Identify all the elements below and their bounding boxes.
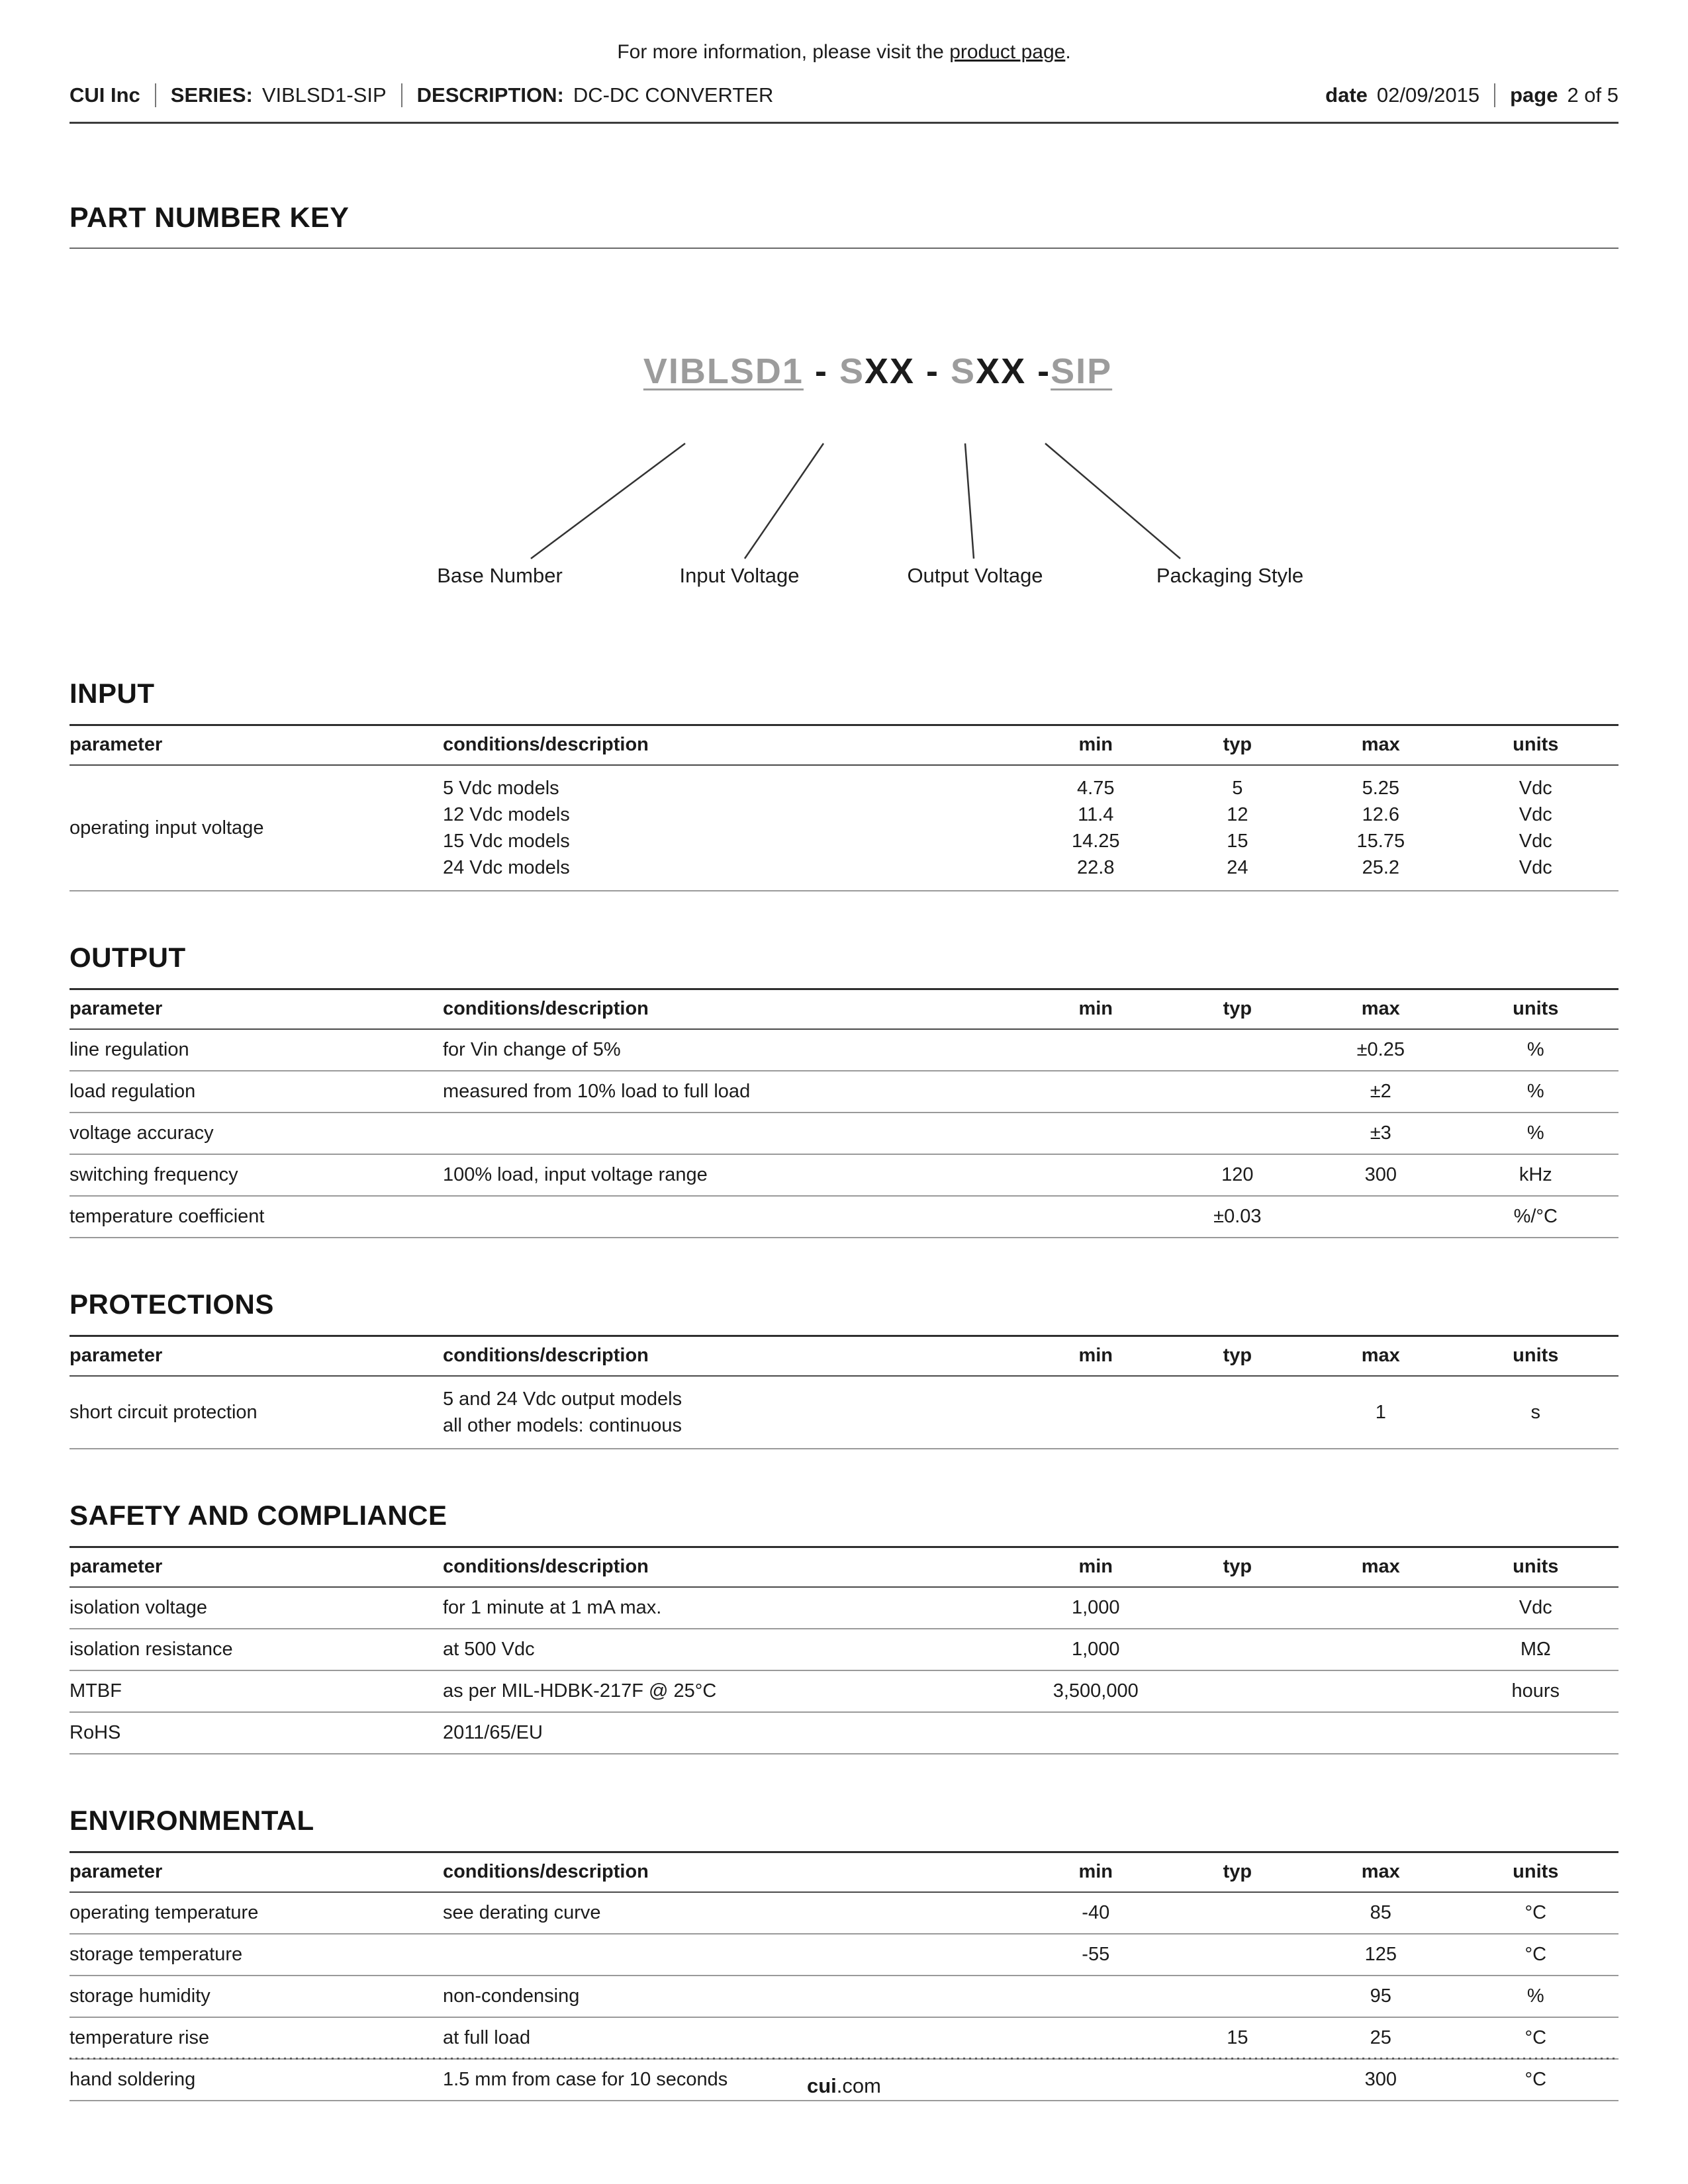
- part-number-code: [70, 310, 1618, 433]
- col-header-parameter: parameter: [70, 1547, 443, 1588]
- section-output: [70, 942, 1618, 1238]
- section-protections: [70, 1289, 1618, 1449]
- units-cell: °C: [1453, 2017, 1618, 2059]
- param-cell: hand soldering: [70, 2059, 443, 2101]
- min-cell: 1,000: [1025, 1587, 1166, 1629]
- units-cell: °C: [1453, 1892, 1618, 1934]
- top-note: [0, 0, 1688, 64]
- min-value: 22.8: [1077, 857, 1115, 878]
- table-row: [70, 1892, 1618, 1934]
- param-cell: temperature coefficient: [70, 1196, 443, 1238]
- part-code-segment: S: [839, 351, 865, 391]
- min-value: 11.4: [1078, 804, 1114, 825]
- section-safety: [70, 1500, 1618, 1754]
- cond-line: all other models: continuous: [442, 1415, 682, 1436]
- col-header-conditions: conditions/description: [443, 725, 1025, 766]
- max-cell: [1309, 1712, 1453, 1754]
- col-header-min: min: [1025, 1852, 1166, 1893]
- min-cell: [1025, 1376, 1166, 1449]
- top-note-suffix: .: [1065, 41, 1071, 63]
- table-row: [70, 1196, 1618, 1238]
- min-value: 4.75: [1077, 778, 1115, 799]
- col-header-max: max: [1309, 1336, 1453, 1377]
- param-cell: temperature rise: [70, 2017, 443, 2059]
- safety-table: [70, 1546, 1618, 1754]
- part-code-segment-packaging: SIP: [1051, 351, 1113, 391]
- max-cell: ±3: [1309, 1113, 1453, 1154]
- col-header-conditions: conditions/description: [443, 1336, 1025, 1377]
- col-header-units: units: [1453, 1336, 1618, 1377]
- max-cell: 85: [1309, 1892, 1453, 1934]
- cond-cell: 2011/65/EU: [443, 1712, 1025, 1754]
- table-row: [70, 1113, 1618, 1154]
- horizontal-rule: [70, 248, 1618, 249]
- typ-cell: [1166, 1071, 1309, 1113]
- part-number-key-title: PART NUMBER KEY: [70, 202, 350, 234]
- typ-value: 5: [1232, 778, 1243, 799]
- divider: [1494, 83, 1495, 107]
- table-row: [70, 765, 1618, 891]
- max-cell: ±0.25: [1309, 1029, 1453, 1071]
- min-cell: 3,500,000: [1025, 1670, 1166, 1712]
- part-code-segment: -: [1026, 351, 1051, 391]
- table-header-row: [70, 1547, 1618, 1588]
- cond-line: 15 Vdc models: [442, 831, 570, 852]
- param-cell: MTBF: [70, 1670, 443, 1712]
- col-header-typ: typ: [1166, 1852, 1309, 1893]
- typ-cell: [1166, 1934, 1309, 1976]
- protections-table: [70, 1335, 1618, 1449]
- cond-cell: for 1 minute at 1 mA max.: [443, 1587, 1025, 1629]
- divider: [155, 83, 156, 107]
- table-row: [70, 1071, 1618, 1113]
- typ-cell: [1166, 1892, 1309, 1934]
- section-title-protections: PROTECTIONS: [70, 1289, 274, 1320]
- param-cell: voltage accuracy: [70, 1113, 443, 1154]
- min-cell: [1025, 1113, 1166, 1154]
- max-cell: 300: [1309, 2059, 1453, 2101]
- max-value: 5.25: [1362, 778, 1400, 799]
- section-title-output: OUTPUT: [70, 942, 186, 973]
- col-header-units: units: [1453, 989, 1618, 1030]
- cond-cell: [443, 1113, 1025, 1154]
- col-header-min: min: [1025, 1336, 1166, 1377]
- units-cell: MΩ: [1453, 1629, 1618, 1670]
- typ-cell: [1166, 1029, 1309, 1071]
- cond-line: 24 Vdc models: [442, 857, 570, 878]
- units-cell: [1453, 765, 1618, 891]
- max-cell: ±2: [1309, 1071, 1453, 1113]
- col-header-parameter: parameter: [70, 1336, 443, 1377]
- param-cell: storage humidity: [70, 1976, 443, 2017]
- min-cell: 1,000: [1025, 1629, 1166, 1670]
- horizontal-rule: [70, 122, 1618, 124]
- units-cell: [1453, 1712, 1618, 1754]
- param-cell: RoHS: [70, 1712, 443, 1754]
- pointer-line-output-voltage: [965, 443, 974, 559]
- units-cell: %: [1453, 1071, 1618, 1113]
- col-header-units: units: [1453, 725, 1618, 766]
- col-header-conditions: conditions/description: [443, 1852, 1025, 1893]
- units-value: Vdc: [1519, 857, 1552, 878]
- section-environmental: [70, 1805, 1618, 2101]
- min-cell: [1025, 1154, 1166, 1196]
- typ-cell: [1166, 1976, 1309, 2017]
- description-label: DESCRIPTION:: [416, 83, 564, 107]
- cond-cell: non-condensing: [443, 1976, 1025, 2017]
- footer-brand-rest: .com: [836, 2074, 881, 2097]
- label-output-voltage: Output Voltage: [907, 564, 1043, 587]
- max-cell: [1309, 1670, 1453, 1712]
- cond-cell: for Vin change of 5%: [443, 1029, 1025, 1071]
- col-header-parameter: parameter: [70, 725, 443, 766]
- col-header-conditions: conditions/description: [443, 989, 1025, 1030]
- table-row: [70, 1587, 1618, 1629]
- col-header-max: max: [1309, 989, 1453, 1030]
- units-cell: °C: [1453, 1934, 1618, 1976]
- cond-cell: [443, 1196, 1025, 1238]
- cond-line: 5 and 24 Vdc output models: [442, 1388, 682, 1410]
- top-note-prefix: For more information, please visit the: [617, 41, 950, 63]
- table-row: [70, 2017, 1618, 2059]
- cond-line: 12 Vdc models: [442, 804, 570, 825]
- header-left: [70, 83, 773, 107]
- part-code-segment-output-voltage: XX: [976, 351, 1027, 391]
- units-cell: Vdc: [1453, 1587, 1618, 1629]
- part-key-labels: [70, 564, 1618, 593]
- max-cell: 125: [1309, 1934, 1453, 1976]
- typ-value: 24: [1227, 857, 1248, 878]
- param-cell: isolation resistance: [70, 1629, 443, 1670]
- typ-cell: [1166, 1376, 1309, 1449]
- cond-cell: at full load: [443, 2017, 1025, 2059]
- max-cell: [1309, 765, 1453, 891]
- units-cell: °C: [1453, 2059, 1618, 2101]
- min-value: 14.25: [1071, 831, 1120, 852]
- max-cell: 1: [1309, 1376, 1453, 1449]
- min-cell: [1025, 2017, 1166, 2059]
- description-value: DC-DC CONVERTER: [573, 83, 774, 107]
- units-value: Vdc: [1519, 804, 1552, 825]
- cond-cell: as per MIL-HDBK-217F @ 25°C: [443, 1670, 1025, 1712]
- units-cell: %: [1453, 1113, 1618, 1154]
- param-cell: operating temperature: [70, 1892, 443, 1934]
- col-header-typ: typ: [1166, 725, 1309, 766]
- cond-cell: 100% load, input voltage range: [443, 1154, 1025, 1196]
- section-title-input: INPUT: [70, 678, 155, 709]
- part-code-segment: S: [951, 351, 976, 391]
- table-row: [70, 1376, 1618, 1449]
- units-cell: %: [1453, 1029, 1618, 1071]
- max-value: 25.2: [1362, 857, 1400, 878]
- col-header-parameter: parameter: [70, 1852, 443, 1893]
- param-cell: short circuit protection: [70, 1376, 443, 1449]
- part-code-segment-base: VIBLSD1: [643, 351, 804, 391]
- min-cell: [1025, 1976, 1166, 2017]
- param-cell: switching frequency: [70, 1154, 443, 1196]
- label-base-number: Base Number: [437, 564, 563, 587]
- typ-cell: [1166, 1113, 1309, 1154]
- col-header-min: min: [1025, 1547, 1166, 1588]
- footer-brand-bold: cui: [807, 2074, 837, 2097]
- cond-cell: [443, 1934, 1025, 1976]
- pointer-line-base-number: [531, 443, 685, 559]
- col-header-max: max: [1309, 1547, 1453, 1588]
- table-row: [70, 1976, 1618, 2017]
- typ-cell: 15: [1166, 2017, 1309, 2059]
- table-header-row: [70, 1852, 1618, 1893]
- min-cell: [1025, 765, 1166, 891]
- units-cell: s: [1453, 1376, 1618, 1449]
- section-input: [70, 678, 1618, 891]
- min-cell: [1025, 1071, 1166, 1113]
- typ-cell: ±0.03: [1166, 1196, 1309, 1238]
- series-label: SERIES:: [170, 83, 253, 107]
- col-header-conditions: conditions/description: [443, 1547, 1025, 1588]
- typ-value: 12: [1227, 804, 1248, 825]
- table-row: [70, 1154, 1618, 1196]
- part-key-diagram: [70, 438, 1618, 564]
- cond-cell: at 500 Vdc: [443, 1629, 1025, 1670]
- page-label: page: [1510, 83, 1558, 107]
- param-cell: load regulation: [70, 1071, 443, 1113]
- divider: [401, 83, 402, 107]
- typ-cell: [1166, 1712, 1309, 1754]
- part-code-segment: -: [803, 351, 839, 391]
- page-footer: [70, 2058, 1618, 2098]
- table-header-row: [70, 989, 1618, 1030]
- cond-cell: measured from 10% load to full load: [443, 1071, 1025, 1113]
- part-code-segment-input-voltage: XX: [864, 351, 915, 391]
- date-value: 02/09/2015: [1376, 83, 1480, 107]
- min-cell: -55: [1025, 1934, 1166, 1976]
- typ-value: 15: [1227, 831, 1248, 852]
- typ-cell: [1166, 765, 1309, 891]
- units-cell: kHz: [1453, 1154, 1618, 1196]
- pointer-line-input-voltage: [745, 443, 823, 559]
- cond-cell: 1.5 mm from case for 10 seconds: [443, 2059, 1025, 2101]
- units-value: Vdc: [1519, 831, 1552, 852]
- col-header-parameter: parameter: [70, 989, 443, 1030]
- param-cell: line regulation: [70, 1029, 443, 1071]
- table-header-row: [70, 725, 1618, 766]
- max-cell: [1309, 1196, 1453, 1238]
- col-header-max: max: [1309, 725, 1453, 766]
- part-key-pointer-lines: [70, 438, 1618, 564]
- typ-cell: 120: [1166, 1154, 1309, 1196]
- max-cell: 25: [1309, 2017, 1453, 2059]
- min-cell: [1025, 1029, 1166, 1071]
- max-cell: [1309, 1587, 1453, 1629]
- company-name: CUI Inc: [70, 83, 140, 107]
- page-number: 2 of 5: [1567, 83, 1618, 107]
- col-header-units: units: [1453, 1547, 1618, 1588]
- max-value: 12.6: [1362, 804, 1400, 825]
- col-header-units: units: [1453, 1852, 1618, 1893]
- param-cell: storage temperature: [70, 1934, 443, 1976]
- min-cell: -40: [1025, 1892, 1166, 1934]
- min-cell: [1025, 1712, 1166, 1754]
- footer-brand: [70, 2074, 1618, 2098]
- max-cell: [1309, 1629, 1453, 1670]
- section-title-safety: SAFETY AND COMPLIANCE: [70, 1500, 447, 1531]
- typ-cell: [1166, 1629, 1309, 1670]
- product-page-link[interactable]: product page: [949, 41, 1066, 63]
- units-value: Vdc: [1519, 778, 1552, 799]
- header-right: [1325, 83, 1618, 107]
- table-row: [70, 1029, 1618, 1071]
- part-code-segment: -: [915, 351, 951, 391]
- units-cell: %: [1453, 1976, 1618, 2017]
- cond-line: 5 Vdc models: [442, 778, 559, 799]
- table-header-row: [70, 1336, 1618, 1377]
- units-cell: %/°C: [1453, 1196, 1618, 1238]
- label-packaging-style: Packaging Style: [1156, 564, 1304, 587]
- param-cell: isolation voltage: [70, 1587, 443, 1629]
- typ-cell: [1166, 1587, 1309, 1629]
- series-value: VIBLSD1-SIP: [261, 83, 387, 107]
- input-table: [70, 724, 1618, 891]
- typ-cell: [1166, 1670, 1309, 1712]
- cond-cell: [443, 1376, 1025, 1449]
- col-header-typ: typ: [1166, 1547, 1309, 1588]
- min-cell: [1025, 1196, 1166, 1238]
- col-header-min: min: [1025, 725, 1166, 766]
- col-header-max: max: [1309, 1852, 1453, 1893]
- table-row: [70, 1712, 1618, 1754]
- date-label: date: [1325, 83, 1368, 107]
- section-title-environmental: ENVIRONMENTAL: [70, 1805, 314, 1836]
- cond-cell: [443, 765, 1025, 891]
- label-input-voltage: Input Voltage: [679, 564, 800, 587]
- table-row: [70, 1670, 1618, 1712]
- max-cell: 300: [1309, 1154, 1453, 1196]
- max-cell: 95: [1309, 1976, 1453, 2017]
- dotted-rule: [70, 2058, 1618, 2060]
- col-header-min: min: [1025, 989, 1166, 1030]
- units-cell: hours: [1453, 1670, 1618, 1712]
- pointer-line-packaging-style: [1045, 443, 1180, 559]
- col-header-typ: typ: [1166, 989, 1309, 1030]
- param-cell: operating input voltage: [70, 765, 443, 891]
- max-value: 15.75: [1356, 831, 1405, 852]
- table-row: [70, 1629, 1618, 1670]
- cond-cell: see derating curve: [443, 1892, 1025, 1934]
- table-row: [70, 1934, 1618, 1976]
- output-table: [70, 988, 1618, 1238]
- header-bar: [70, 83, 1618, 107]
- col-header-typ: typ: [1166, 1336, 1309, 1377]
